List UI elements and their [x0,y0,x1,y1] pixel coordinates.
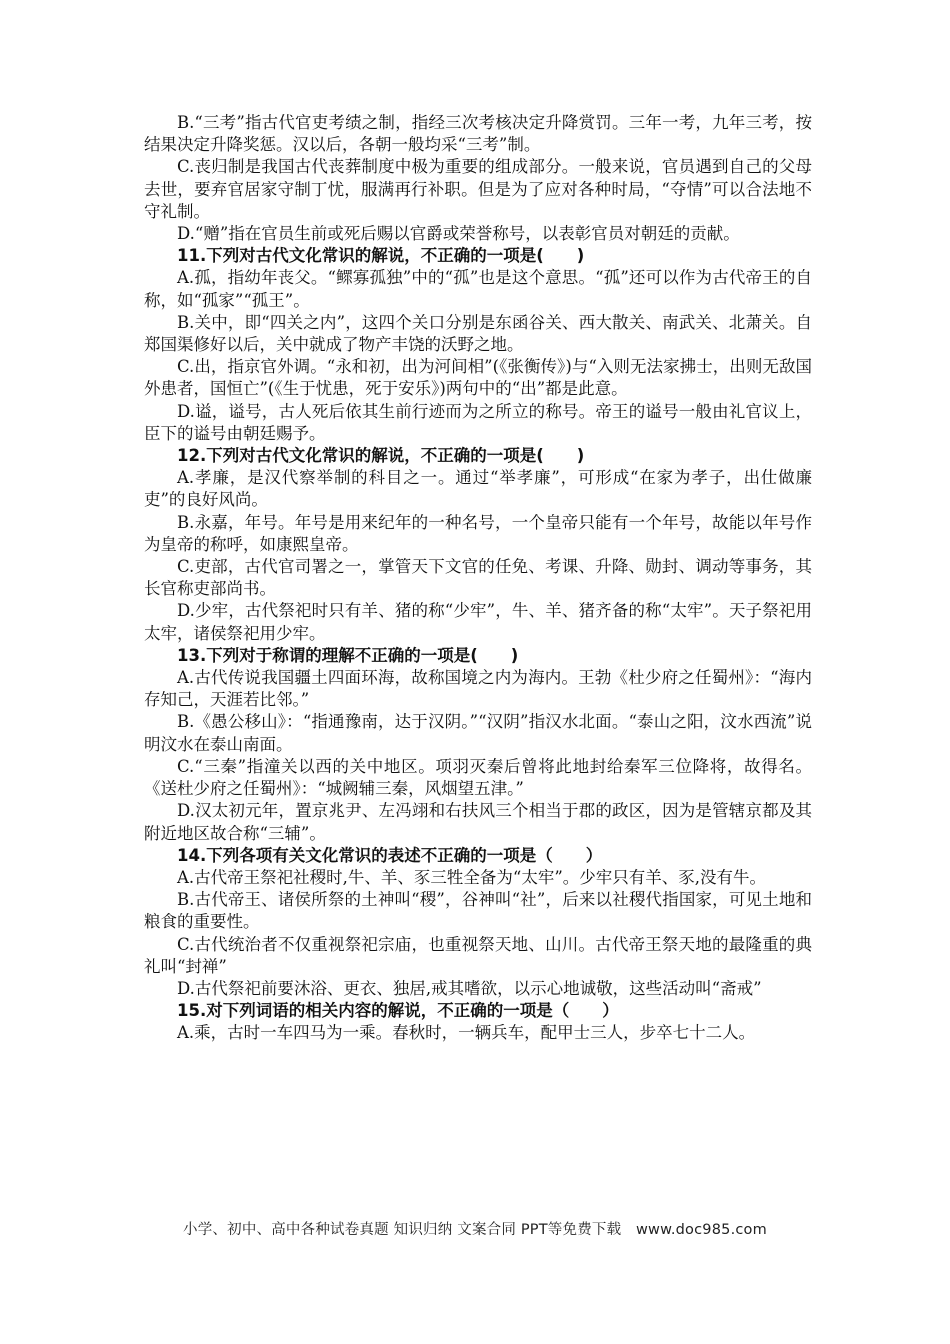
option-15a: A.乘，古时一车四马为一乘。春秋时，一辆兵车，配甲士三人，步卒七十二人。 [177,1023,756,1043]
question-15: 15.对下列词语的相关内容的解说，不正确的一项是（ ） [177,1001,619,1021]
question-14: 14.下列各项有关文化常识的表述不正确的一项是（ ） [177,845,603,865]
option-14d: D.古代祭祀前要沐浴、更衣、独居,戒其嗜欲，以示心地诚敬，这些活动叫“斋戒” [177,978,762,998]
page-footer: 小学、初中、高中各种试卷真题 知识归纳 文案合同 PPT等免费下载 www.doc985.com [183,1222,767,1238]
document-body [144,112,812,1045]
option-14c: C.古代统治者不仅重视祭祀宗庙，也重视祭天地、山川。古代帝王祭天地的最隆重的典礼叫“封禅” [144,934,812,976]
option-13b: B.《愚公移山》：“指通豫南，达于汉阴。”“汉阴”指汉水北面。“泰山之阳，汶水西流”说明汶水在泰山南面。 [144,712,812,754]
option-11c: C.出，指京官外调。“永和初，出为河间相”(《张衡传》)与“入则无法家拂士，出则无敌国外患者，国恒亡”(《生于忧患，死于安乐》)两句中的“出”都是此意。 [144,357,812,399]
question-11: 11.下列对古代文化常识的解说，不正确的一项是( ) [177,246,585,266]
option-10c: C.丧归制是我国古代丧葬制度中极为重要的组成部分。一般来说，官员遇到自己的父母去世，要弃官居家守制丁忧，服满再行补职。但是为了应对各种时局，“夺情”可以合法地不守礼制。 [144,157,812,221]
option-11b: B.关中，即“四关之内”，这四个关口分别是东函谷关、西大散关、南武关、北萧关。自郑国渠修好以后，关中就成了物产丰饶的沃野之地。 [144,312,812,355]
option-14a: A.古代帝王祭祀社稷时,牛、羊、豕三牲全备为“太牢”。少牢只有羊、豕,没有牛。 [177,867,767,887]
option-11d: D.谥，谥号，古人死后依其生前行迹而为之所立的称号。帝王的谥号一般由礼官议上，臣下的谥号由朝廷赐予。 [144,401,812,443]
question-12: 12.下列对古代文化常识的解说，不正确的一项是( ) [177,446,585,466]
option-13d: D.汉太初元年，置京兆尹、左冯翊和右扶风三个相当于郡的政区，因为是管辖京都及其附近地区故合称“三辅”。 [144,801,812,843]
option-14b: B.古代帝王、诸侯所祭的土神叫“稷”，谷神叫“社”，后来以社稷代指国家，可见土地和粮食的重要性。 [144,890,812,932]
option-10b: B.“三考”指古代官吏考绩之制，指经三次考核决定升降赏罚。三年一考，九年三考，按结果决定升降奖惩。汉以后，各朝一般均采“三考”制。 [144,113,812,155]
option-10d: D.“赠”指在官员生前或死后赐以官爵或荣誉称号，以表彰官员对朝廷的贡献。 [177,224,740,244]
option-13a: A.古代传说我国疆土四面环海，故称国境之内为海内。王勃《杜少府之任蜀州》：“海内存知己，天涯若比邻。” [144,668,812,710]
option-12c: C.吏部，古代官司署之一，掌管天下文官的任免、考课、升降、勋封、调动等事务，其长官称吏部尚书。 [144,557,812,599]
option-11a: A.孤，指幼年丧父。“鳏寡孤独”中的“孤”也是这个意思。“孤”还可以作为古代帝王的自称，如“孤家”“孤王”。 [144,268,812,310]
option-12d: D.少牢，古代祭祀时只有羊、猪的称“少牢”，牛、羊、猪齐备的称“太牢”。天子祭祀用太牢，诸侯祭祀用少牢。 [144,601,812,643]
option-12b: B.永嘉，年号。年号是用来纪年的一种名号，一个皇帝只能有一个年号，故能以年号作为皇帝的称呼，如康熙皇帝。 [144,512,812,554]
option-13c: C.“三秦”指潼关以西的关中地区。项羽灭秦后曾将此地封给秦军三位降将，故得名。《送杜少府之任蜀州》：“城阙辅三秦，风烟望五津。” [144,756,812,799]
option-12a: A.孝廉，是汉代察举制的科目之一。通过“举孝廉”，可形成“在家为孝子，出仕做廉吏”的良好风尚。 [144,468,812,510]
question-13: 13.下列对于称谓的理解不正确的一项是( ) [177,645,519,665]
